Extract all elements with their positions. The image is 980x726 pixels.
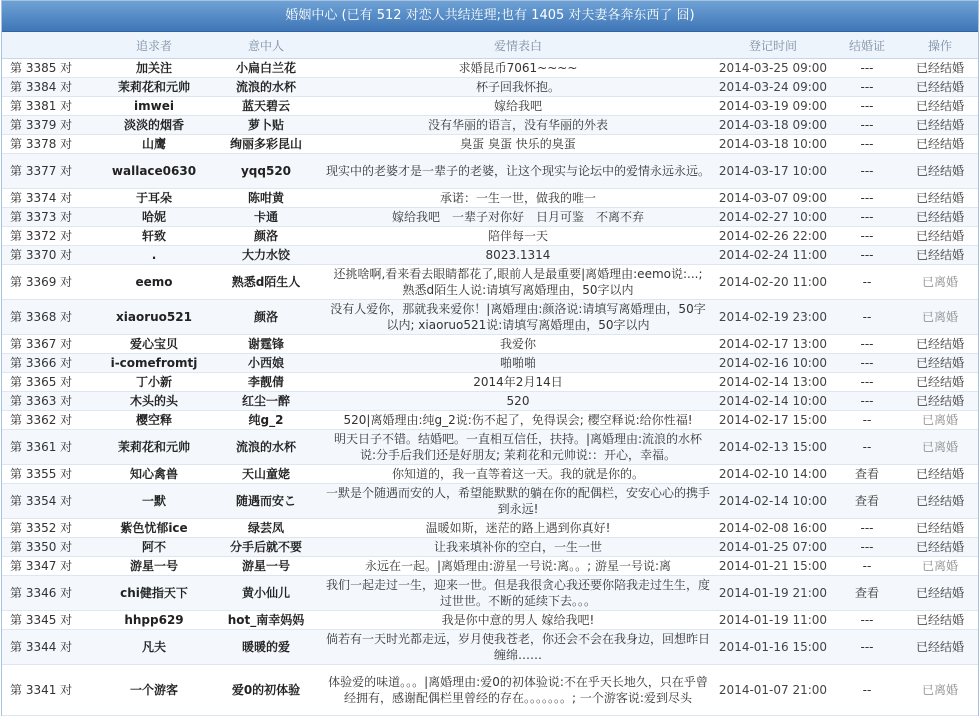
beloved-name[interactable]: 绿芸凤 bbox=[210, 519, 322, 538]
register-time: 2014-01-19 11:00 bbox=[714, 611, 832, 630]
certificate-placeholder: --- bbox=[860, 248, 874, 262]
status-badge: 已经结婚 bbox=[902, 484, 978, 519]
suitor-name[interactable]: 凡夫 bbox=[98, 630, 210, 665]
love-declaration bbox=[322, 411, 714, 430]
pair-number: 第 3354 对 bbox=[2, 484, 98, 519]
beloved-name[interactable]: 萝卜贴 bbox=[210, 116, 322, 135]
suitor-name[interactable]: hhpp629 bbox=[98, 611, 210, 630]
love-declaration bbox=[322, 373, 714, 392]
suitor-name[interactable]: . bbox=[98, 246, 210, 265]
declaration-text: 8023.1314 bbox=[485, 248, 551, 262]
certificate-placeholder: -- bbox=[862, 440, 872, 454]
table-row bbox=[2, 484, 978, 519]
certificate-cell bbox=[832, 392, 902, 411]
beloved-name[interactable]: 纯g_2 bbox=[210, 411, 322, 430]
status-badge: 已离婚 bbox=[902, 300, 978, 335]
register-time: 2014-02-17 15:00 bbox=[714, 411, 832, 430]
header-beloved: 意中人 bbox=[210, 32, 322, 59]
table-header-row bbox=[2, 32, 978, 59]
pair-number: 第 3352 对 bbox=[2, 519, 98, 538]
register-time: 2014-01-19 21:00 bbox=[714, 576, 832, 611]
love-declaration bbox=[322, 116, 714, 135]
table-row bbox=[2, 227, 978, 246]
table-body bbox=[2, 59, 978, 716]
register-time: 2014-01-21 15:00 bbox=[714, 557, 832, 576]
certificate-cell bbox=[832, 97, 902, 116]
beloved-name[interactable]: 谢霆锋 bbox=[210, 335, 322, 354]
certificate-cell bbox=[832, 335, 902, 354]
table-row bbox=[2, 665, 978, 716]
declaration-text: 杯子回我怀抱。 bbox=[475, 80, 560, 94]
certificate-placeholder: --- bbox=[860, 521, 874, 535]
beloved-name[interactable]: 暖暖的爱 bbox=[210, 630, 322, 665]
suitor-name[interactable]: xiaoruo521 bbox=[98, 300, 210, 335]
table-row bbox=[2, 630, 978, 665]
certificate-cell bbox=[832, 519, 902, 538]
certificate-cell bbox=[832, 116, 902, 135]
declaration-text: 臭蛋 臭蛋 快乐的臭蛋 bbox=[460, 137, 576, 151]
certificate-placeholder: --- bbox=[860, 337, 874, 351]
love-declaration bbox=[322, 538, 714, 557]
declaration-text: 永远在一起。|离婚理由:游星一号说:离。。; 游星一号说:离 bbox=[364, 559, 672, 573]
register-time: 2014-03-18 10:00 bbox=[714, 135, 832, 154]
love-declaration bbox=[322, 135, 714, 154]
beloved-name[interactable]: 游星一号 bbox=[210, 557, 322, 576]
table-row bbox=[2, 430, 978, 465]
table-row bbox=[2, 59, 978, 78]
register-time: 2014-02-08 16:00 bbox=[714, 519, 832, 538]
status-badge: 已经结婚 bbox=[902, 392, 978, 411]
suitor-name[interactable]: 茉莉花和元帅 bbox=[98, 430, 210, 465]
certificate-placeholder: --- bbox=[860, 640, 874, 654]
table-row bbox=[2, 354, 978, 373]
register-time: 2014-02-24 11:00 bbox=[714, 246, 832, 265]
pair-number: 第 3384 对 bbox=[2, 78, 98, 97]
certificate-placeholder: --- bbox=[860, 210, 874, 224]
header-register-time: 登记时间 bbox=[714, 32, 832, 59]
table-row bbox=[2, 411, 978, 430]
certificate-cell bbox=[832, 135, 902, 154]
certificate-placeholder: -- bbox=[862, 683, 872, 697]
status-badge: 已经结婚 bbox=[902, 135, 978, 154]
beloved-name[interactable]: 分手后就不要 bbox=[210, 538, 322, 557]
register-time: 2014-02-14 10:00 bbox=[714, 484, 832, 519]
table-row bbox=[2, 208, 978, 227]
table-row bbox=[2, 576, 978, 611]
pair-number: 第 3378 对 bbox=[2, 135, 98, 154]
love-declaration bbox=[322, 154, 714, 189]
register-time: 2014-01-25 07:00 bbox=[714, 538, 832, 557]
certificate-placeholder: --- bbox=[860, 356, 874, 370]
certificate-cell[interactable] bbox=[832, 576, 902, 611]
header-declaration: 爱情表白 bbox=[322, 32, 714, 59]
love-declaration bbox=[322, 392, 714, 411]
status-badge: 已经结婚 bbox=[902, 59, 978, 78]
suitor-name[interactable]: 山鹰 bbox=[98, 135, 210, 154]
suitor-name[interactable]: 一个游客 bbox=[98, 665, 210, 716]
register-time: 2014-02-14 10:00 bbox=[714, 392, 832, 411]
suitor-name[interactable]: eemo bbox=[98, 265, 210, 300]
table-row bbox=[2, 392, 978, 411]
status-badge: 已经结婚 bbox=[902, 611, 978, 630]
status-badge: 已经结婚 bbox=[902, 97, 978, 116]
certificate-placeholder: --- bbox=[860, 164, 874, 178]
certificate-placeholder: -- bbox=[862, 413, 872, 427]
register-time: 2014-01-07 21:00 bbox=[714, 665, 832, 716]
certificate-cell bbox=[832, 538, 902, 557]
status-badge: 已经结婚 bbox=[902, 630, 978, 665]
pair-number: 第 3373 对 bbox=[2, 208, 98, 227]
declaration-text: 没有人爱你，那就我来爱你！|离婚理由:颜洛说:请填写离婚理由，50字以内; xiaoruo521说:请填写离婚理由，50字以内 bbox=[330, 302, 706, 332]
love-declaration bbox=[322, 208, 714, 227]
register-time: 2014-03-18 09:00 bbox=[714, 116, 832, 135]
status-badge: 已离婚 bbox=[902, 411, 978, 430]
beloved-name[interactable]: 大力水饺 bbox=[210, 246, 322, 265]
table-row bbox=[2, 538, 978, 557]
table-row bbox=[2, 265, 978, 300]
love-declaration bbox=[322, 300, 714, 335]
register-time: 2014-02-20 11:00 bbox=[714, 265, 832, 300]
certificate-cell bbox=[832, 154, 902, 189]
love-declaration bbox=[322, 246, 714, 265]
table-row bbox=[2, 373, 978, 392]
header-suitor: 追求者 bbox=[98, 32, 210, 59]
marriage-center-panel bbox=[1, 0, 979, 716]
status-badge: 已经结婚 bbox=[902, 335, 978, 354]
table-row bbox=[2, 519, 978, 538]
pair-number: 第 3368 对 bbox=[2, 300, 98, 335]
suitor-name[interactable]: 淡淡的烟香 bbox=[98, 116, 210, 135]
declaration-text: 求婚昆币7061~~~~ bbox=[458, 61, 578, 75]
beloved-name[interactable]: 天山童姥 bbox=[210, 465, 322, 484]
suitor-name[interactable]: 紫色忧郁ice bbox=[98, 519, 210, 538]
table-row bbox=[2, 557, 978, 576]
status-badge: 已经结婚 bbox=[902, 208, 978, 227]
suitor-name[interactable]: i-comefromtj bbox=[98, 354, 210, 373]
status-badge: 已经结婚 bbox=[902, 227, 978, 246]
register-time: 2014-03-17 10:00 bbox=[714, 154, 832, 189]
table-row bbox=[2, 135, 978, 154]
certificate-cell bbox=[832, 611, 902, 630]
certificate-cell bbox=[832, 189, 902, 208]
certificate-placeholder: --- bbox=[860, 394, 874, 408]
certificate-placeholder: -- bbox=[862, 559, 872, 573]
certificate-placeholder: --- bbox=[860, 80, 874, 94]
love-declaration bbox=[322, 189, 714, 208]
declaration-text: 我是你中意的男人 嫁给我吧! bbox=[441, 613, 595, 627]
register-time: 2014-02-19 23:00 bbox=[714, 300, 832, 335]
suitor-name[interactable]: 阿不 bbox=[98, 538, 210, 557]
certificate-cell bbox=[832, 430, 902, 465]
declaration-text: 还挑啥啊,看来看去眼睛都花了,眼前人是最重要|离婚理由:eemo说:...; 熟悉d陌生人说:请填写离婚理由，50字以内 bbox=[333, 267, 703, 297]
love-declaration bbox=[322, 354, 714, 373]
certificate-placeholder: --- bbox=[860, 137, 874, 151]
status-badge: 已经结婚 bbox=[902, 78, 978, 97]
suitor-name[interactable]: 樱空释 bbox=[98, 411, 210, 430]
certificate-placeholder: --- bbox=[860, 191, 874, 205]
suitor-name[interactable]: 一默 bbox=[98, 484, 210, 519]
love-declaration bbox=[322, 611, 714, 630]
love-declaration bbox=[322, 484, 714, 519]
certificate-placeholder: --- bbox=[860, 613, 874, 627]
beloved-name[interactable]: yqq520 bbox=[210, 154, 322, 189]
status-badge: 已经结婚 bbox=[902, 373, 978, 392]
table-row bbox=[2, 611, 978, 630]
view-certificate-link[interactable]: 查看 bbox=[854, 467, 879, 481]
register-time: 2014-02-13 15:00 bbox=[714, 430, 832, 465]
declaration-text: 520 bbox=[506, 394, 530, 408]
pair-number: 第 3366 对 bbox=[2, 354, 98, 373]
pair-number: 第 3379 对 bbox=[2, 116, 98, 135]
certificate-cell bbox=[832, 59, 902, 78]
pair-number: 第 3347 对 bbox=[2, 557, 98, 576]
declaration-text: 体验爱的味道。。。|离婚理由:爱0的初体验说:不在乎天长地久，只在乎曾经拥有，感谢配偶栏里曾经的存在。。。。。。。; 一个游客说:爱到尽头 bbox=[328, 675, 708, 705]
declaration-text: 陪伴每一天 bbox=[487, 229, 548, 243]
view-certificate-link[interactable]: 查看 bbox=[854, 586, 879, 600]
status-badge: 已经结婚 bbox=[902, 465, 978, 484]
declaration-text: 520|离婚理由:纯g_2说:伤不起了，免得误会; 樱空释说:给你性福! bbox=[343, 413, 693, 427]
beloved-name[interactable]: 随遇而安こ bbox=[210, 484, 322, 519]
header-number bbox=[2, 32, 98, 59]
pair-number: 第 3370 对 bbox=[2, 246, 98, 265]
love-declaration bbox=[322, 265, 714, 300]
love-declaration bbox=[322, 97, 714, 116]
pair-number: 第 3369 对 bbox=[2, 265, 98, 300]
beloved-name[interactable]: 小西娘 bbox=[210, 354, 322, 373]
certificate-placeholder: -- bbox=[862, 275, 872, 289]
register-time: 2014-02-16 10:00 bbox=[714, 354, 832, 373]
certificate-placeholder: --- bbox=[860, 540, 874, 554]
beloved-name[interactable]: 小扁白兰花 bbox=[210, 59, 322, 78]
beloved-name[interactable]: 绚丽多彩昆山 bbox=[210, 135, 322, 154]
love-declaration bbox=[322, 78, 714, 97]
status-badge: 已经结婚 bbox=[902, 519, 978, 538]
header-action: 操作 bbox=[902, 32, 978, 59]
certificate-cell bbox=[832, 246, 902, 265]
declaration-text: 现实中的老婆才是一辈子的老婆，让这个现实与论坛中的爱情永远永远。 bbox=[326, 164, 710, 178]
status-badge: 已经结婚 bbox=[902, 354, 978, 373]
suitor-name[interactable]: 加关注 bbox=[98, 59, 210, 78]
suitor-name[interactable]: 知心禽兽 bbox=[98, 465, 210, 484]
status-badge: 已经结婚 bbox=[902, 189, 978, 208]
certificate-placeholder: --- bbox=[860, 375, 874, 389]
certificate-cell bbox=[832, 630, 902, 665]
declaration-text: 倘若有一天时光都走远，岁月使我苍老，你还会不会在我身边，回想昨日缠绵…… bbox=[326, 632, 710, 662]
suitor-name[interactable]: imwei bbox=[98, 97, 210, 116]
status-badge: 已离婚 bbox=[902, 557, 978, 576]
register-time: 2014-03-19 09:00 bbox=[714, 97, 832, 116]
declaration-text: 没有华丽的语言，没有华丽的外表 bbox=[427, 118, 608, 132]
beloved-name[interactable]: 蓝天碧云 bbox=[210, 97, 322, 116]
certificate-cell bbox=[832, 208, 902, 227]
status-badge: 已离婚 bbox=[902, 665, 978, 716]
pair-number: 第 3372 对 bbox=[2, 227, 98, 246]
declaration-text: 让我来填补你的空白，一生一世 bbox=[433, 540, 602, 554]
pair-number: 第 3367 对 bbox=[2, 335, 98, 354]
certificate-placeholder: --- bbox=[860, 99, 874, 113]
pair-number: 第 3350 对 bbox=[2, 538, 98, 557]
certificate-cell bbox=[832, 411, 902, 430]
certificate-cell bbox=[832, 78, 902, 97]
certificate-cell bbox=[832, 300, 902, 335]
love-declaration bbox=[322, 59, 714, 78]
pair-number: 第 3362 对 bbox=[2, 411, 98, 430]
certificate-placeholder: --- bbox=[860, 61, 874, 75]
table-row bbox=[2, 300, 978, 335]
beloved-name[interactable]: 红尘一醉 bbox=[210, 392, 322, 411]
pair-number: 第 3344 对 bbox=[2, 630, 98, 665]
pair-number: 第 3374 对 bbox=[2, 189, 98, 208]
suitor-name[interactable]: 茉莉花和元帅 bbox=[98, 78, 210, 97]
register-time: 2014-02-14 13:00 bbox=[714, 373, 832, 392]
declaration-text: 你知道的，我一直等着这一天。我的就是你的。 bbox=[391, 467, 644, 481]
beloved-name[interactable]: 卡通 bbox=[210, 208, 322, 227]
pair-number: 第 3355 对 bbox=[2, 465, 98, 484]
header-certificate: 结婚证 bbox=[832, 32, 902, 59]
pair-number: 第 3345 对 bbox=[2, 611, 98, 630]
certificate-placeholder: -- bbox=[862, 310, 872, 324]
table-row bbox=[2, 78, 978, 97]
table-row bbox=[2, 97, 978, 116]
pair-number: 第 3385 对 bbox=[2, 59, 98, 78]
certificate-cell bbox=[832, 557, 902, 576]
view-certificate-link[interactable]: 查看 bbox=[854, 494, 879, 508]
beloved-name[interactable]: 颜洛 bbox=[210, 227, 322, 246]
suitor-name[interactable]: 丁小新 bbox=[98, 373, 210, 392]
suitor-name[interactable]: chi健指天下 bbox=[98, 576, 210, 611]
register-time: 2014-02-27 10:00 bbox=[714, 208, 832, 227]
status-badge: 已经结婚 bbox=[902, 154, 978, 189]
love-declaration bbox=[322, 630, 714, 665]
table-row bbox=[2, 335, 978, 354]
register-time: 2014-02-10 14:00 bbox=[714, 465, 832, 484]
register-time: 2014-02-17 13:00 bbox=[714, 335, 832, 354]
table-row bbox=[2, 246, 978, 265]
beloved-name[interactable]: hot_南幸妈妈 bbox=[210, 611, 322, 630]
certificate-cell[interactable] bbox=[832, 465, 902, 484]
beloved-name[interactable]: 熟悉d陌生人 bbox=[210, 265, 322, 300]
declaration-text: 明天日子不错。结婚吧。一直相互信任，扶持。|离婚理由:流浪的水杯说:分手后我们还是好朋友; 茉莉花和元帅说:：开心，幸福。 bbox=[333, 432, 703, 462]
register-time: 2014-03-25 09:00 bbox=[714, 59, 832, 78]
certificate-cell bbox=[832, 227, 902, 246]
table-row bbox=[2, 189, 978, 208]
love-declaration bbox=[322, 557, 714, 576]
declaration-text: 温暖如斯，迷茫的路上遇到你真好! bbox=[425, 521, 611, 535]
status-badge: 已经结婚 bbox=[902, 116, 978, 135]
status-badge: 已离婚 bbox=[902, 265, 978, 300]
register-time: 2014-01-16 15:00 bbox=[714, 630, 832, 665]
love-declaration bbox=[322, 665, 714, 716]
certificate-cell bbox=[832, 373, 902, 392]
certificate-cell bbox=[832, 354, 902, 373]
declaration-text: 嫁给我吧 bbox=[493, 99, 542, 113]
declaration-text: 嫁给我吧 一辈子对你好 日月可鉴 不离不弃 bbox=[391, 210, 644, 224]
beloved-name[interactable]: 陈咁黄 bbox=[210, 189, 322, 208]
page-title: 婚姻中心 (已有 512 对恋人共结连理;也有 1405 对夫妻各奔东西了 囧) bbox=[2, 1, 978, 32]
status-badge: 已经结婚 bbox=[902, 246, 978, 265]
declaration-text: 承诺：一生一世，做我的唯一 bbox=[439, 191, 596, 205]
certificate-placeholder: --- bbox=[860, 229, 874, 243]
pair-number: 第 3346 对 bbox=[2, 576, 98, 611]
pair-number: 第 3377 对 bbox=[2, 154, 98, 189]
status-badge: 已经结婚 bbox=[902, 538, 978, 557]
declaration-text: 一默是个随遇而安的人，希望能默默的躺在你的配偶栏，安安心心的携手到永远! bbox=[326, 486, 710, 516]
beloved-name[interactable]: 爱0的初体验 bbox=[210, 665, 322, 716]
register-time: 2014-03-24 09:00 bbox=[714, 78, 832, 97]
pair-number: 第 3361 对 bbox=[2, 430, 98, 465]
love-declaration bbox=[322, 335, 714, 354]
suitor-name[interactable]: 木头的头 bbox=[98, 392, 210, 411]
suitor-name[interactable]: wallace0630 bbox=[98, 154, 210, 189]
pair-number: 第 3365 对 bbox=[2, 373, 98, 392]
pair-number: 第 3341 对 bbox=[2, 665, 98, 716]
declaration-text: 2014年2月14日 bbox=[473, 375, 563, 389]
beloved-name[interactable]: 颜洛 bbox=[210, 300, 322, 335]
love-declaration bbox=[322, 519, 714, 538]
declaration-text: 我们一起走过一生，迎来一世。但是我很贪心我还要你陪我走过生生，度过世世。不断的延续下去。。。 bbox=[326, 578, 710, 608]
beloved-name[interactable]: 流浪的水杯 bbox=[210, 78, 322, 97]
table-row bbox=[2, 154, 978, 189]
table-row bbox=[2, 116, 978, 135]
suitor-name[interactable]: 游星一号 bbox=[98, 557, 210, 576]
certificate-placeholder: --- bbox=[860, 118, 874, 132]
status-badge: 已离婚 bbox=[902, 430, 978, 465]
love-declaration bbox=[322, 576, 714, 611]
declaration-text: 我爱你 bbox=[499, 337, 536, 351]
pair-number: 第 3363 对 bbox=[2, 392, 98, 411]
beloved-name[interactable]: 黄小仙儿 bbox=[210, 576, 322, 611]
suitor-name[interactable]: 爱心宝贝 bbox=[98, 335, 210, 354]
certificate-cell[interactable] bbox=[832, 484, 902, 519]
register-time: 2014-02-26 22:00 bbox=[714, 227, 832, 246]
love-declaration bbox=[322, 227, 714, 246]
certificate-cell bbox=[832, 665, 902, 716]
beloved-name[interactable]: 李靓倩 bbox=[210, 373, 322, 392]
declaration-text: 啪啪啪 bbox=[499, 356, 536, 370]
status-badge: 已经结婚 bbox=[902, 576, 978, 611]
love-declaration bbox=[322, 430, 714, 465]
register-time: 2014-03-07 09:00 bbox=[714, 189, 832, 208]
certificate-cell bbox=[832, 265, 902, 300]
love-declaration bbox=[322, 465, 714, 484]
table-row bbox=[2, 465, 978, 484]
marriage-table bbox=[2, 32, 978, 716]
pair-number: 第 3381 对 bbox=[2, 97, 98, 116]
suitor-name[interactable]: 哈妮 bbox=[98, 208, 210, 227]
suitor-name[interactable]: 于耳朵 bbox=[98, 189, 210, 208]
suitor-name[interactable]: 轩致 bbox=[98, 227, 210, 246]
beloved-name[interactable]: 流浪的水杯 bbox=[210, 430, 322, 465]
